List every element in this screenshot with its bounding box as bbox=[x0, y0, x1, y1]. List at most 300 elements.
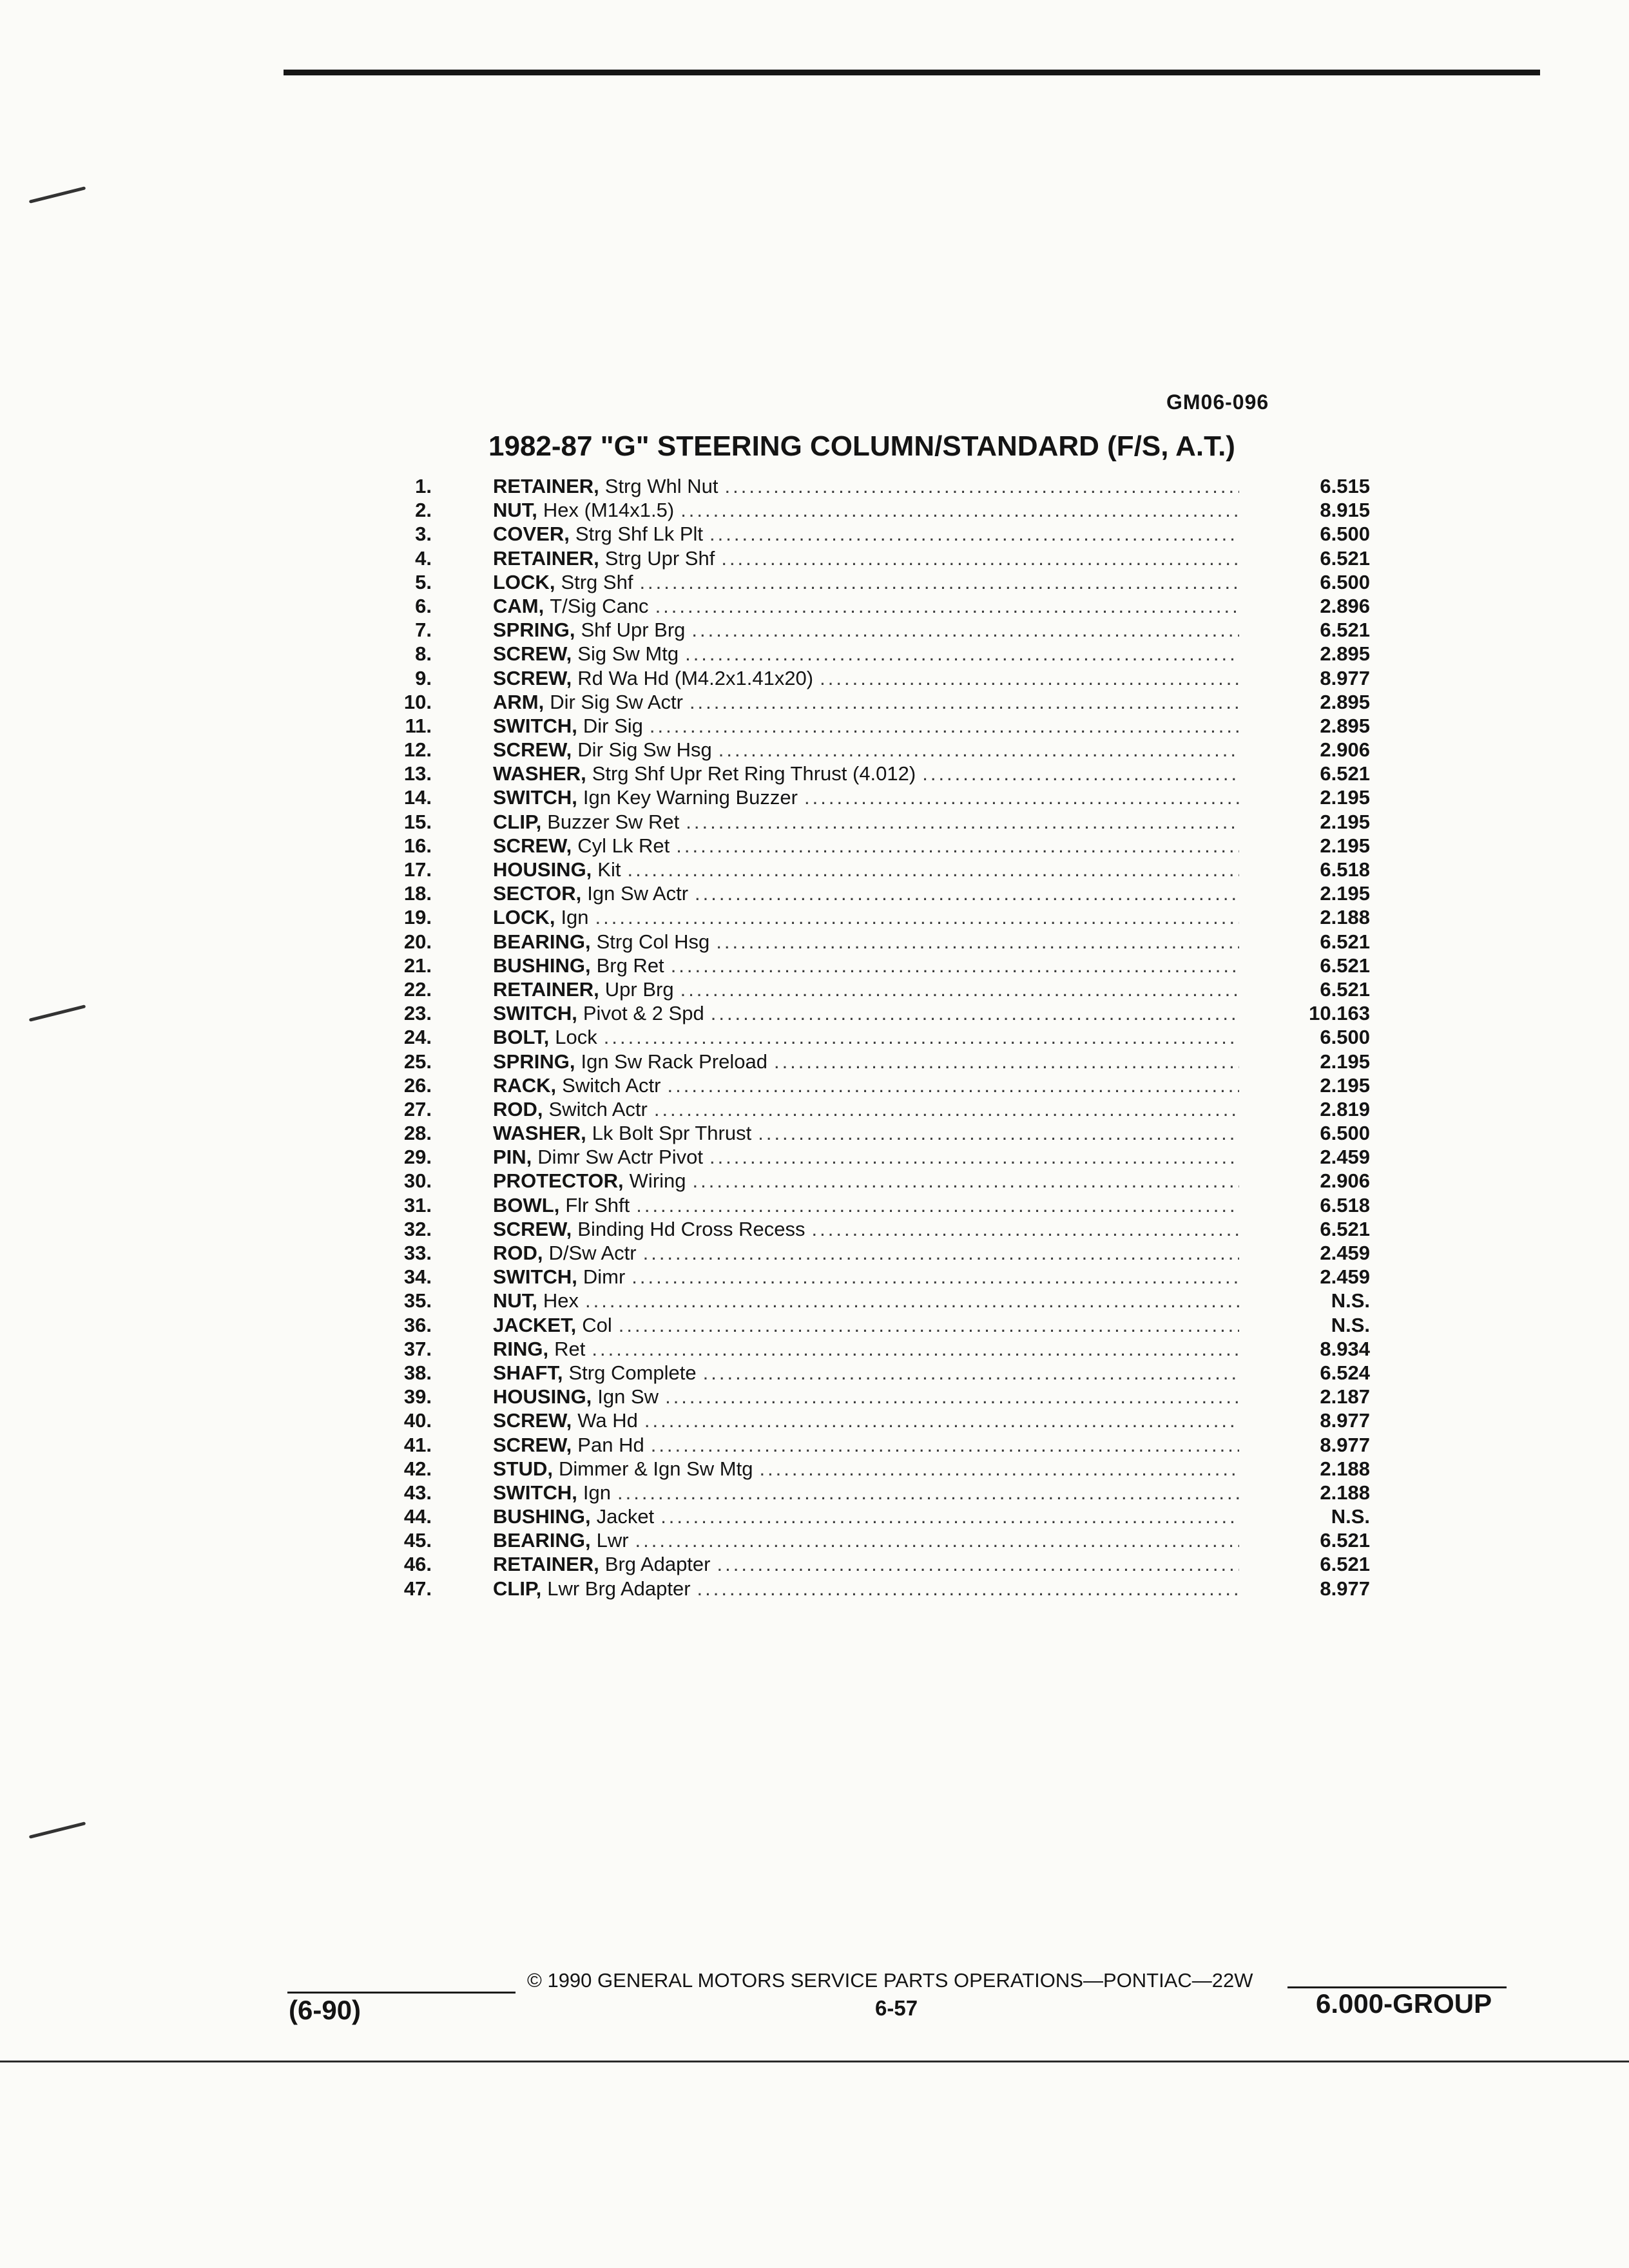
part-row bbox=[374, 1073, 1405, 1097]
part-group-number: 6.515 bbox=[1320, 475, 1370, 497]
part-row bbox=[374, 1241, 1405, 1265]
part-detail: Jacket bbox=[596, 1505, 655, 1528]
dot-leader bbox=[724, 474, 1239, 498]
dot-leader bbox=[619, 1313, 1239, 1337]
part-group-number: 6.500 bbox=[1320, 1026, 1370, 1049]
part-description bbox=[493, 977, 1239, 1001]
part-row bbox=[374, 1145, 1405, 1169]
dot-leader bbox=[716, 930, 1239, 954]
part-detail: Cyl Lk Ret bbox=[577, 834, 670, 857]
part-row bbox=[374, 954, 1405, 977]
part-description bbox=[493, 1265, 1239, 1289]
part-detail: Upr Brg bbox=[604, 977, 674, 1001]
part-row bbox=[374, 594, 1405, 618]
part-detail: Dimmer & Ign Sw Mtg bbox=[559, 1457, 753, 1480]
part-detail: Col bbox=[582, 1313, 612, 1336]
part-group-number: 6.521 bbox=[1320, 1553, 1370, 1576]
part-number: 28. bbox=[403, 1122, 432, 1145]
part-detail: Strg Complete bbox=[568, 1361, 697, 1384]
part-number: 35. bbox=[403, 1289, 432, 1312]
part-name: STUD, bbox=[493, 1457, 553, 1480]
part-group-number: 2.187 bbox=[1320, 1385, 1370, 1408]
part-name: CAM, bbox=[493, 594, 545, 617]
part-row bbox=[374, 690, 1405, 714]
part-description bbox=[493, 690, 1239, 714]
part-row bbox=[374, 810, 1405, 834]
part-number: 2. bbox=[415, 499, 432, 522]
copyright-notice: © 1990 GENERAL MOTORS SERVICE PARTS OPERATIONS—PONTIAC—22W bbox=[527, 1969, 1253, 1992]
part-number: 13. bbox=[403, 762, 432, 785]
dot-leader bbox=[643, 1241, 1239, 1265]
part-row bbox=[374, 1408, 1405, 1432]
part-row bbox=[374, 666, 1405, 690]
part-row bbox=[374, 738, 1405, 762]
part-number: 47. bbox=[403, 1577, 432, 1600]
part-name: SCREW, bbox=[493, 834, 572, 857]
part-number: 46. bbox=[403, 1553, 432, 1576]
part-group-number: 2.819 bbox=[1320, 1097, 1370, 1120]
part-detail: Ign Key Warning Buzzer bbox=[583, 786, 798, 809]
part-number: 20. bbox=[403, 930, 432, 953]
part-detail: Pan Hd bbox=[577, 1433, 644, 1456]
part-group-number: 2.195 bbox=[1320, 1050, 1370, 1073]
part-name: HOUSING, bbox=[493, 858, 592, 881]
part-name: CLIP, bbox=[493, 810, 542, 833]
dot-leader bbox=[709, 1145, 1239, 1169]
part-detail: Ign bbox=[561, 906, 589, 929]
part-number: 26. bbox=[403, 1073, 432, 1097]
dot-leader bbox=[693, 1169, 1239, 1193]
part-row bbox=[374, 474, 1405, 498]
dot-leader bbox=[639, 570, 1239, 594]
part-name: SWITCH, bbox=[493, 1481, 577, 1504]
part-row bbox=[374, 930, 1405, 954]
part-detail: Hex (M14x1.5) bbox=[543, 499, 675, 522]
part-row bbox=[374, 834, 1405, 858]
part-detail: Strg Shf bbox=[561, 570, 633, 593]
part-row bbox=[374, 1001, 1405, 1025]
part-number: 44. bbox=[403, 1505, 432, 1528]
part-row bbox=[374, 1265, 1405, 1289]
part-detail: Rd Wa Hd (M4.2x1.41x20) bbox=[577, 666, 814, 689]
dot-leader bbox=[655, 594, 1239, 618]
part-group-number: N.S. bbox=[1331, 1505, 1370, 1528]
part-description bbox=[493, 1337, 1239, 1361]
part-name: RING, bbox=[493, 1337, 549, 1360]
part-group-number: 2.895 bbox=[1320, 642, 1370, 666]
part-description bbox=[493, 666, 1239, 690]
part-number: 24. bbox=[403, 1026, 432, 1049]
dot-leader bbox=[617, 1481, 1239, 1504]
dot-leader bbox=[703, 1361, 1239, 1385]
part-name: COVER, bbox=[493, 523, 570, 546]
part-number: 29. bbox=[403, 1146, 432, 1169]
part-name: SECTOR, bbox=[493, 882, 582, 905]
dot-leader bbox=[758, 1121, 1239, 1145]
part-description bbox=[493, 1145, 1239, 1169]
part-group-number: N.S. bbox=[1331, 1289, 1370, 1312]
part-number: 19. bbox=[403, 906, 432, 929]
part-number: 7. bbox=[415, 619, 432, 642]
part-group-number: 2.459 bbox=[1320, 1146, 1370, 1169]
part-row bbox=[374, 1577, 1405, 1600]
part-row bbox=[374, 1433, 1405, 1457]
part-detail: Buzzer Sw Ret bbox=[547, 810, 680, 833]
part-detail: Strg Whl Nut bbox=[604, 475, 718, 497]
dot-leader bbox=[676, 834, 1239, 858]
part-name: SPRING, bbox=[493, 1050, 575, 1073]
dot-leader bbox=[585, 1289, 1239, 1312]
dot-leader bbox=[668, 1073, 1240, 1097]
part-number: 9. bbox=[415, 666, 432, 689]
part-number: 4. bbox=[415, 546, 432, 570]
part-description bbox=[493, 1050, 1239, 1073]
dot-leader bbox=[774, 1050, 1239, 1073]
part-row bbox=[374, 1217, 1405, 1241]
part-row bbox=[374, 498, 1405, 522]
part-group-number: 6.521 bbox=[1320, 762, 1370, 785]
part-group-number: 6.500 bbox=[1320, 523, 1370, 546]
part-description bbox=[493, 1481, 1239, 1504]
part-name: CLIP, bbox=[493, 1577, 542, 1600]
part-number: 18. bbox=[403, 882, 432, 905]
part-row bbox=[374, 546, 1405, 570]
part-number: 21. bbox=[403, 954, 432, 977]
part-description bbox=[493, 1361, 1239, 1385]
dot-leader bbox=[695, 881, 1239, 905]
parts-list bbox=[374, 474, 1405, 1600]
part-number: 3. bbox=[415, 523, 432, 546]
part-name: SCREW, bbox=[493, 666, 572, 689]
part-number: 37. bbox=[403, 1337, 432, 1360]
part-number: 23. bbox=[403, 1002, 432, 1025]
part-detail: Brg Adapter bbox=[604, 1553, 711, 1576]
part-description bbox=[493, 474, 1239, 498]
part-description bbox=[493, 1408, 1239, 1432]
part-name: PROTECTOR, bbox=[493, 1169, 624, 1193]
part-number: 38. bbox=[403, 1361, 432, 1384]
part-name: RETAINER, bbox=[493, 977, 599, 1001]
part-number: 12. bbox=[403, 738, 432, 762]
part-name: RETAINER, bbox=[493, 546, 599, 570]
dot-leader bbox=[680, 977, 1239, 1001]
part-number: 15. bbox=[403, 810, 432, 833]
part-description bbox=[493, 858, 1239, 881]
part-detail: Brg Ret bbox=[596, 954, 664, 977]
part-name: SCREW, bbox=[493, 642, 572, 666]
part-description bbox=[493, 1001, 1239, 1025]
part-number: 1. bbox=[415, 475, 432, 497]
part-description bbox=[493, 1577, 1239, 1600]
part-description bbox=[493, 1385, 1239, 1408]
margin-mark bbox=[29, 1821, 86, 1839]
part-detail: Ign Sw Actr bbox=[587, 882, 689, 905]
part-description bbox=[493, 738, 1239, 762]
dot-leader bbox=[660, 1504, 1239, 1528]
part-detail: Strg Upr Shf bbox=[604, 546, 715, 570]
dot-leader bbox=[680, 498, 1239, 522]
part-name: SWITCH, bbox=[493, 786, 577, 809]
part-description bbox=[493, 785, 1239, 809]
dot-leader bbox=[820, 666, 1239, 690]
part-group-number: N.S. bbox=[1331, 1313, 1370, 1336]
part-detail: Lwr Brg Adapter bbox=[547, 1577, 691, 1600]
dot-leader bbox=[665, 1385, 1239, 1408]
part-group-number: 2.188 bbox=[1320, 906, 1370, 929]
part-name: ROD, bbox=[493, 1097, 543, 1120]
part-description bbox=[493, 642, 1239, 666]
part-description bbox=[493, 881, 1239, 905]
part-number: 8. bbox=[415, 642, 432, 666]
part-number: 31. bbox=[403, 1193, 432, 1216]
document-title: 1982-87 "G" STEERING COLUMN/STANDARD (F/S, A.T.) bbox=[488, 430, 1235, 462]
dot-leader bbox=[654, 1097, 1239, 1121]
part-row bbox=[374, 1169, 1405, 1193]
dot-leader bbox=[651, 1433, 1239, 1457]
part-detail: Binding Hd Cross Recess bbox=[577, 1217, 805, 1240]
part-row bbox=[374, 570, 1405, 594]
part-name: WASHER, bbox=[493, 762, 586, 785]
part-row bbox=[374, 905, 1405, 929]
part-row bbox=[374, 1097, 1405, 1121]
part-detail: Switch Actr bbox=[548, 1097, 648, 1120]
top-rule bbox=[284, 70, 1540, 75]
part-number: 34. bbox=[403, 1265, 432, 1289]
part-description bbox=[493, 498, 1239, 522]
dot-leader bbox=[689, 690, 1239, 714]
part-number: 32. bbox=[403, 1217, 432, 1240]
part-name: PIN, bbox=[493, 1146, 532, 1169]
part-name: SWITCH, bbox=[493, 714, 577, 737]
part-group-number: 2.195 bbox=[1320, 1073, 1370, 1097]
part-group-number: 2.895 bbox=[1320, 714, 1370, 737]
part-description bbox=[493, 1241, 1239, 1265]
part-name: JACKET, bbox=[493, 1313, 577, 1336]
part-description bbox=[493, 954, 1239, 977]
dot-leader bbox=[711, 1001, 1239, 1025]
part-description bbox=[493, 1193, 1239, 1217]
part-description bbox=[493, 930, 1239, 954]
part-number: 22. bbox=[403, 977, 432, 1001]
part-number: 14. bbox=[403, 786, 432, 809]
part-detail: Ign Sw Rack Preload bbox=[581, 1050, 767, 1073]
part-name: BUSHING, bbox=[493, 1505, 591, 1528]
part-group-number: 2.188 bbox=[1320, 1457, 1370, 1480]
part-number: 43. bbox=[403, 1481, 432, 1504]
part-name: RACK, bbox=[493, 1073, 557, 1097]
part-detail: Ret bbox=[554, 1337, 586, 1360]
part-detail: Switch Actr bbox=[562, 1073, 661, 1097]
part-number: 27. bbox=[403, 1097, 432, 1120]
part-group-number: 6.521 bbox=[1320, 619, 1370, 642]
part-description bbox=[493, 1504, 1239, 1528]
part-name: SWITCH, bbox=[493, 1265, 577, 1289]
part-name: SCREW, bbox=[493, 1433, 572, 1456]
part-description bbox=[493, 714, 1239, 738]
part-detail: Wiring bbox=[629, 1169, 686, 1193]
footer-rule-left bbox=[287, 1992, 516, 1994]
part-group-number: 6.521 bbox=[1320, 930, 1370, 953]
part-description bbox=[493, 1169, 1239, 1193]
part-description bbox=[493, 570, 1239, 594]
part-group-number: 6.518 bbox=[1320, 1193, 1370, 1216]
part-description bbox=[493, 546, 1239, 570]
part-group-number: 8.977 bbox=[1320, 1577, 1370, 1600]
dot-leader bbox=[804, 785, 1239, 809]
part-number: 41. bbox=[403, 1433, 432, 1456]
part-number: 11. bbox=[405, 714, 432, 737]
part-row bbox=[374, 1337, 1405, 1361]
dot-leader bbox=[709, 522, 1239, 546]
part-description bbox=[493, 522, 1239, 546]
dot-leader bbox=[650, 714, 1239, 738]
part-detail: Kit bbox=[597, 858, 621, 881]
part-name: RETAINER, bbox=[493, 475, 599, 497]
dot-leader bbox=[595, 905, 1239, 929]
part-detail: Sig Sw Mtg bbox=[577, 642, 679, 666]
part-name: WASHER, bbox=[493, 1122, 586, 1145]
dot-leader bbox=[631, 1265, 1239, 1289]
part-name: SPRING, bbox=[493, 619, 575, 642]
part-detail: Strg Shf Upr Ret Ring Thrust (4.012) bbox=[592, 762, 916, 785]
margin-mark bbox=[29, 1004, 86, 1022]
part-description bbox=[493, 834, 1239, 858]
part-name: ARM, bbox=[493, 690, 545, 713]
part-row bbox=[374, 522, 1405, 546]
date-code: (6-90) bbox=[289, 1995, 361, 2025]
part-detail: Wa Hd bbox=[577, 1409, 638, 1432]
part-row bbox=[374, 1289, 1405, 1312]
part-group-number: 2.188 bbox=[1320, 1481, 1370, 1504]
part-name: NUT, bbox=[493, 1289, 537, 1312]
part-group-number: 2.195 bbox=[1320, 834, 1370, 857]
part-group-number: 6.521 bbox=[1320, 1217, 1370, 1240]
part-row bbox=[374, 1552, 1405, 1576]
part-name: LOCK, bbox=[493, 570, 555, 593]
part-group-number: 6.521 bbox=[1320, 546, 1370, 570]
part-detail: Shf Upr Brg bbox=[581, 619, 686, 642]
part-group-number: 6.521 bbox=[1320, 1529, 1370, 1552]
part-number: 25. bbox=[403, 1050, 432, 1073]
part-name: BEARING, bbox=[493, 1529, 591, 1552]
part-row bbox=[374, 1025, 1405, 1049]
dot-leader bbox=[671, 954, 1239, 977]
dot-leader bbox=[635, 1528, 1239, 1552]
part-description bbox=[493, 1097, 1239, 1121]
dot-leader bbox=[718, 738, 1239, 762]
part-description bbox=[493, 1433, 1239, 1457]
part-group-number: 2.906 bbox=[1320, 738, 1370, 762]
part-detail: Dir Sig bbox=[583, 714, 643, 737]
part-row bbox=[374, 1050, 1405, 1073]
part-row bbox=[374, 762, 1405, 785]
dot-leader bbox=[759, 1457, 1239, 1481]
part-number: 39. bbox=[403, 1385, 432, 1408]
part-group-number: 8.934 bbox=[1320, 1337, 1370, 1360]
part-name: ROD, bbox=[493, 1242, 543, 1264]
part-group-number: 6.521 bbox=[1320, 954, 1370, 977]
part-detail: Dimr bbox=[583, 1265, 626, 1289]
part-detail: Lk Bolt Spr Thrust bbox=[592, 1122, 752, 1145]
part-name: BOLT, bbox=[493, 1026, 550, 1049]
part-detail: Dimr Sw Actr Pivot bbox=[537, 1146, 703, 1169]
part-name: BUSHING, bbox=[493, 954, 591, 977]
part-name: SCREW, bbox=[493, 1217, 572, 1240]
part-group-number: 8.977 bbox=[1320, 1433, 1370, 1456]
part-row bbox=[374, 1528, 1405, 1552]
dot-leader bbox=[627, 858, 1239, 881]
part-group-number: 2.195 bbox=[1320, 810, 1370, 833]
part-group-number: 2.459 bbox=[1320, 1265, 1370, 1289]
part-row bbox=[374, 977, 1405, 1001]
part-detail: Ign Sw bbox=[597, 1385, 659, 1408]
part-description bbox=[493, 1457, 1239, 1481]
part-group-number: 8.977 bbox=[1320, 666, 1370, 689]
part-row bbox=[374, 1193, 1405, 1217]
part-group-number: 6.500 bbox=[1320, 570, 1370, 593]
part-description bbox=[493, 1289, 1239, 1312]
part-description bbox=[493, 594, 1239, 618]
dot-leader bbox=[686, 810, 1239, 834]
part-row bbox=[374, 1504, 1405, 1528]
part-name: BOWL, bbox=[493, 1193, 560, 1216]
part-description bbox=[493, 618, 1239, 642]
bottom-rule bbox=[0, 2061, 1629, 2062]
dot-leader bbox=[812, 1217, 1240, 1241]
dot-leader bbox=[691, 618, 1239, 642]
part-name: RETAINER, bbox=[493, 1553, 599, 1576]
part-number: 45. bbox=[403, 1529, 432, 1552]
dot-leader bbox=[592, 1337, 1239, 1361]
part-group-number: 6.500 bbox=[1320, 1122, 1370, 1145]
part-row bbox=[374, 1361, 1405, 1385]
part-name: NUT, bbox=[493, 499, 537, 522]
part-name: SHAFT, bbox=[493, 1361, 563, 1384]
part-group-number: 6.524 bbox=[1320, 1361, 1370, 1384]
part-detail: Dir Sig Sw Actr bbox=[550, 690, 683, 713]
part-number: 42. bbox=[403, 1457, 432, 1480]
part-detail: Dir Sig Sw Hsg bbox=[577, 738, 712, 762]
part-group-number: 2.195 bbox=[1320, 882, 1370, 905]
dot-leader bbox=[644, 1408, 1239, 1432]
part-description bbox=[493, 810, 1239, 834]
part-detail: Lwr bbox=[596, 1529, 629, 1552]
dot-leader bbox=[685, 642, 1239, 666]
part-number: 17. bbox=[403, 858, 432, 881]
part-number: 33. bbox=[403, 1242, 432, 1264]
part-description bbox=[493, 1552, 1239, 1576]
part-group-number: 2.895 bbox=[1320, 690, 1370, 713]
part-row bbox=[374, 1481, 1405, 1504]
document-code: GM06-096 bbox=[1166, 390, 1269, 414]
part-detail: T/Sig Canc bbox=[550, 594, 649, 617]
dot-leader bbox=[604, 1025, 1239, 1049]
part-row bbox=[374, 642, 1405, 666]
part-row bbox=[374, 881, 1405, 905]
part-row bbox=[374, 1121, 1405, 1145]
part-detail: Lock bbox=[555, 1026, 597, 1049]
part-name: HOUSING, bbox=[493, 1385, 592, 1408]
part-detail: Hex bbox=[543, 1289, 579, 1312]
part-number: 36. bbox=[403, 1313, 432, 1336]
part-group-number: 6.518 bbox=[1320, 858, 1370, 881]
part-row bbox=[374, 1385, 1405, 1408]
part-row bbox=[374, 714, 1405, 738]
dot-leader bbox=[721, 546, 1239, 570]
part-description bbox=[493, 1073, 1239, 1097]
part-row bbox=[374, 785, 1405, 809]
part-name: SWITCH, bbox=[493, 1002, 577, 1025]
